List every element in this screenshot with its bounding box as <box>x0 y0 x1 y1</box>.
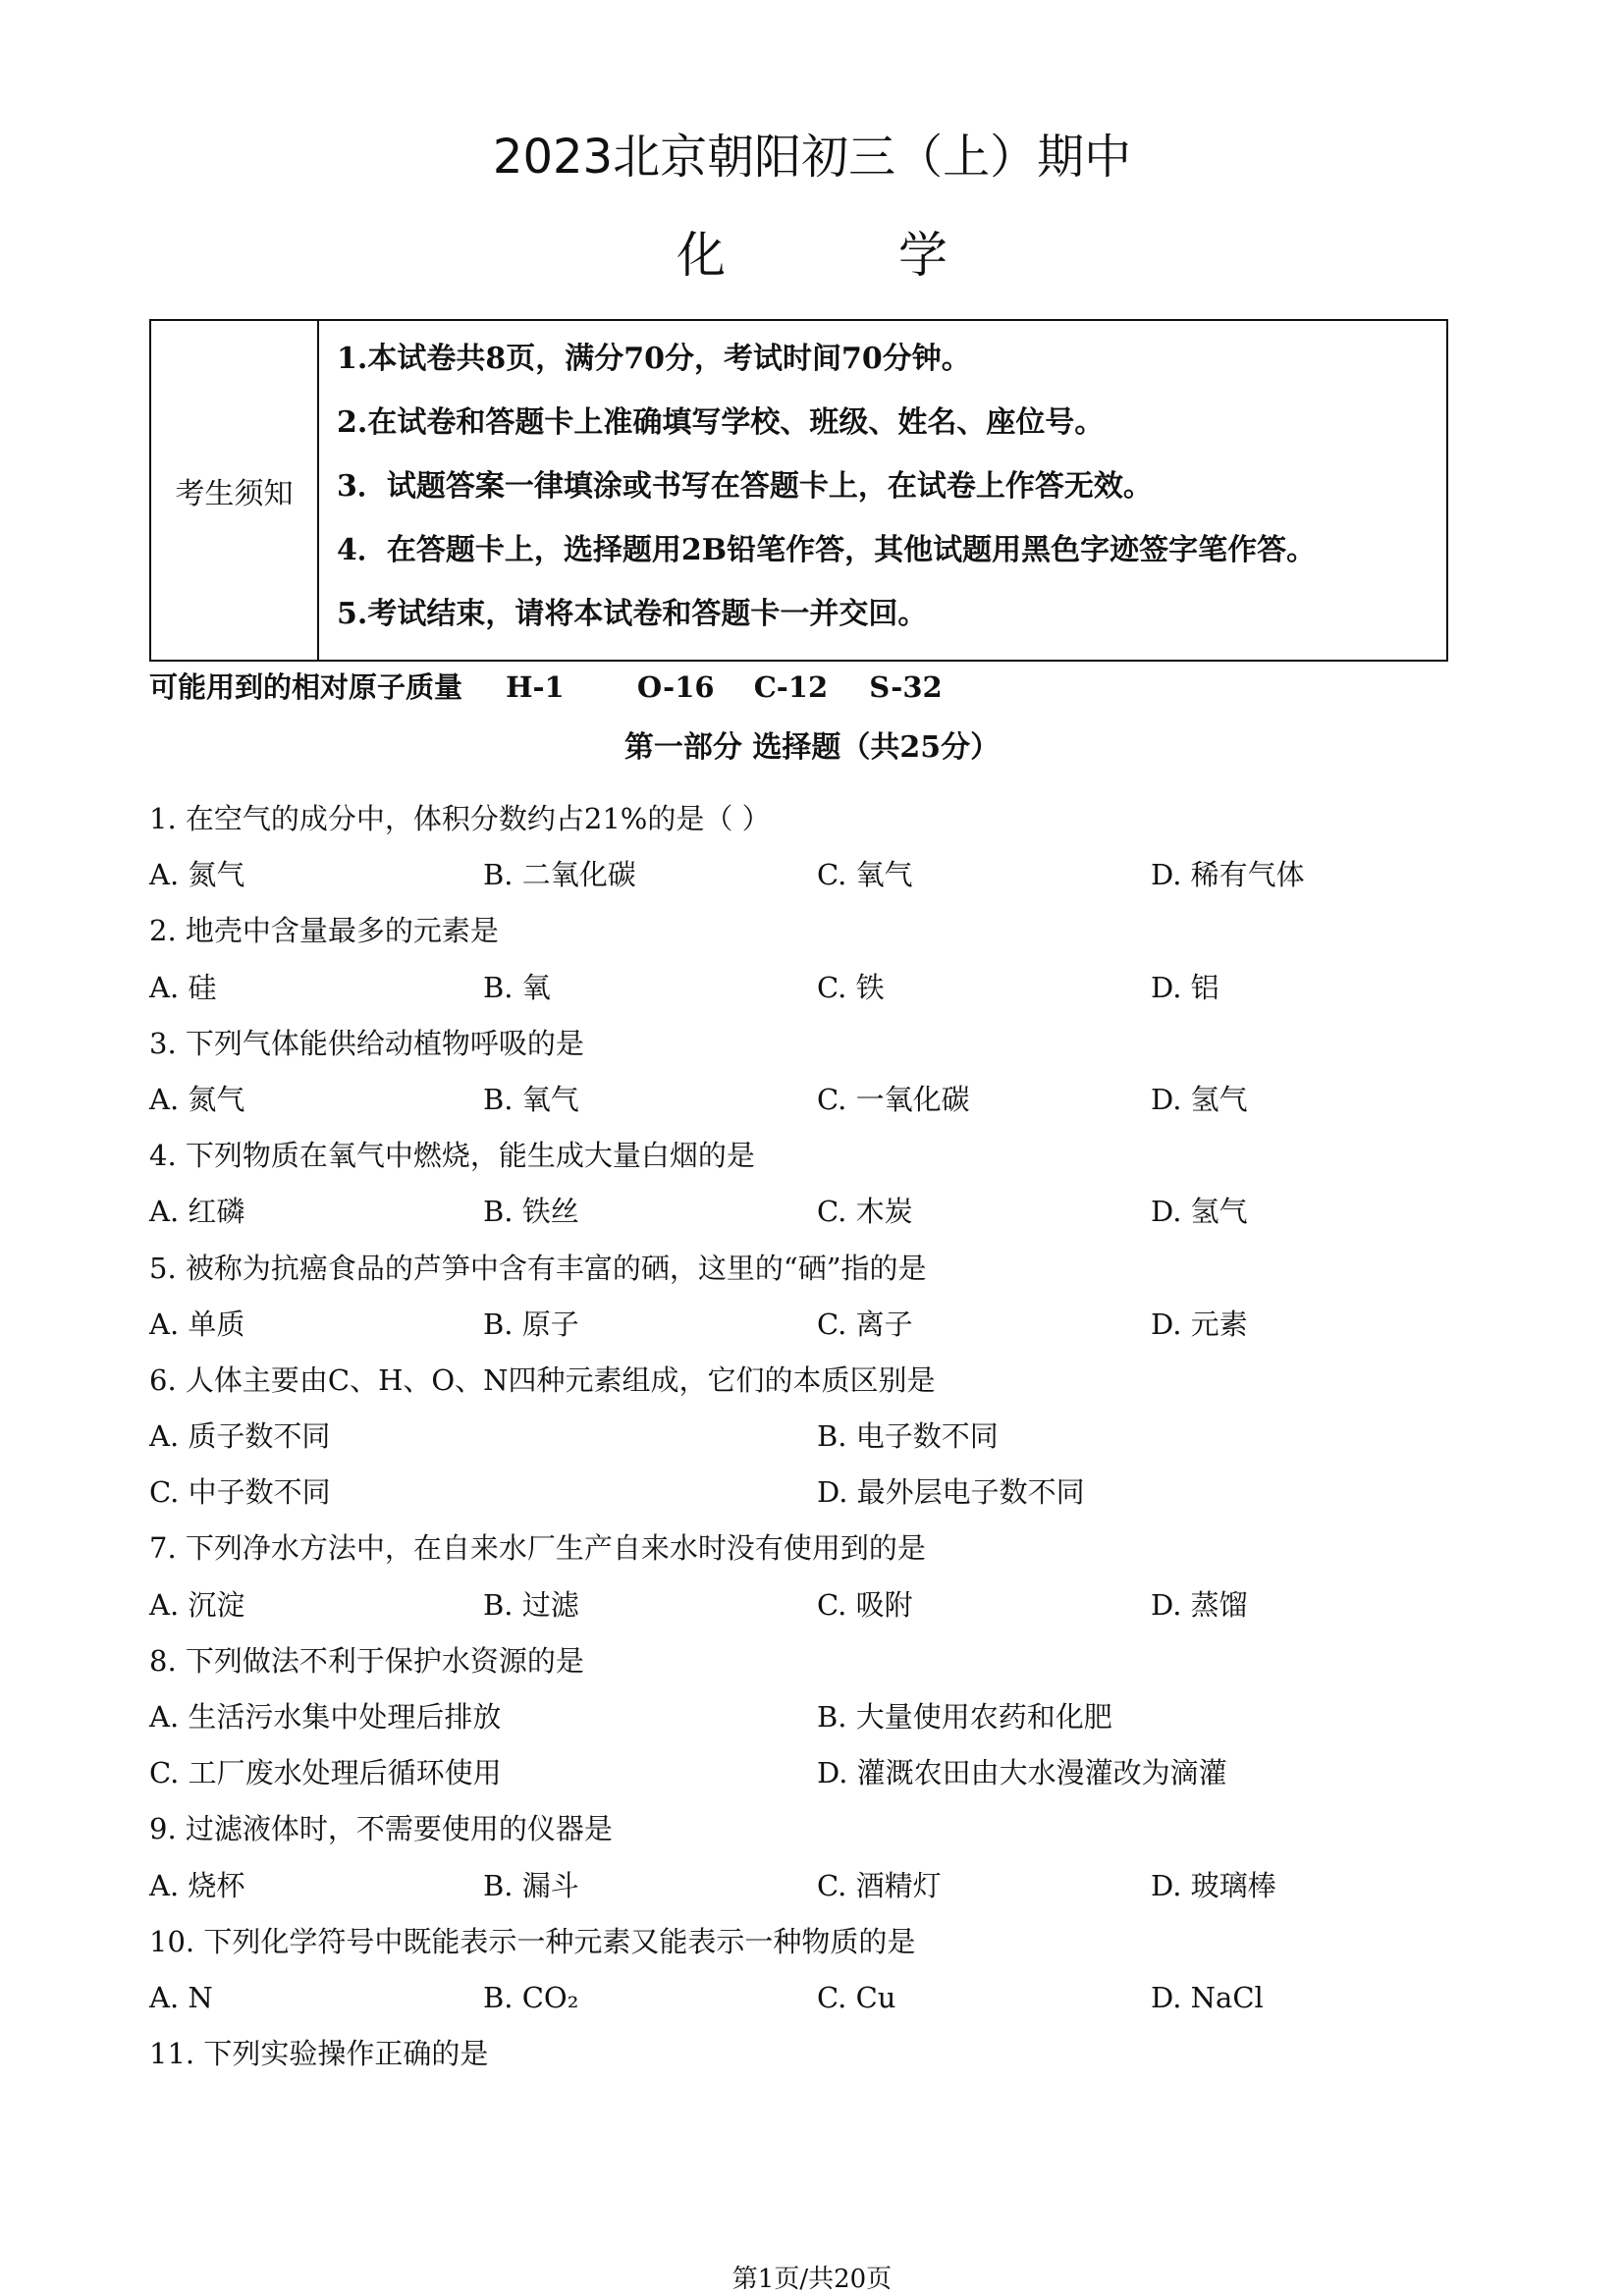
answer-option: B. 漏斗 <box>483 1868 579 1902</box>
exam-title: 2023北京朝阳初三（上）期中 <box>492 130 1132 185</box>
option-row <box>149 847 1485 903</box>
answer-option: A. 质子数不同 <box>149 1419 331 1454</box>
answer-option: D. 铝 <box>1151 970 1219 1004</box>
question-block <box>149 1016 1485 1128</box>
answer-option: B. 大量使用农药和化肥 <box>817 1700 1112 1734</box>
answer-option: C. 木炭 <box>817 1195 913 1229</box>
answer-option: D. 稀有气体 <box>1151 858 1305 892</box>
option-row <box>149 1745 1485 1801</box>
answer-option: A. 单质 <box>149 1307 245 1341</box>
answer-option: A. 烧杯 <box>149 1868 245 1902</box>
answer-option: B. 过滤 <box>483 1587 579 1622</box>
notice-label: 考生须知 <box>151 321 319 660</box>
answer-option: C. 吸附 <box>817 1587 913 1622</box>
answer-option: A. 红磷 <box>149 1195 245 1229</box>
option-row <box>149 1184 1485 1240</box>
notice-item: 5.考试结束，请将本试卷和答题卡一并交回。 <box>337 597 928 631</box>
answer-option: D. 蒸馏 <box>1151 1587 1248 1622</box>
notice-item: 1.本试卷共8页，满分70分，考试时间70分钟。 <box>337 342 971 376</box>
answer-option: C. 离子 <box>817 1307 913 1341</box>
question-stem: 9. 过滤液体时，不需要使用的仪器是 <box>149 1812 613 1846</box>
question-stem: 5. 被称为抗癌食品的芦笋中含有丰富的硒，这里的“硒”指的是 <box>149 1251 927 1285</box>
answer-option: B. 电子数不同 <box>817 1419 999 1454</box>
question-stem: 2. 地壳中含量最多的元素是 <box>149 914 499 948</box>
answer-option: D. 最外层电子数不同 <box>817 1475 1085 1510</box>
notice-item: 4．在答题卡上，选择题用2B铅笔作答，其他试题用黑色字迹签字笔作答。 <box>337 533 1317 567</box>
question-stem: 8. 下列做法不利于保护水资源的是 <box>149 1643 584 1678</box>
option-row <box>149 1577 1485 1633</box>
subject-title: 化 学 <box>677 227 1026 284</box>
answer-option: D. 氢气 <box>1151 1195 1248 1229</box>
answer-option: D. 氢气 <box>1151 1082 1248 1116</box>
question-block <box>149 1128 1485 1240</box>
answer-option: A. 硅 <box>149 970 217 1004</box>
atomic-mass-label: 可能用到的相对原子质量 <box>149 670 463 704</box>
atomic-mass-s: S-32 <box>869 670 943 704</box>
answer-option: B. 铁丝 <box>483 1195 579 1229</box>
answer-option: D. 玻璃棒 <box>1151 1868 1276 1902</box>
question-stem: 4. 下列物质在氧气中燃烧，能生成大量白烟的是 <box>149 1139 755 1173</box>
question-block <box>149 2026 1485 2082</box>
question-block <box>149 903 1485 1015</box>
question-stem: 7. 下列净水方法中，在自来水厂生产自来水时没有使用到的是 <box>149 1531 926 1566</box>
answer-option: A. 沉淀 <box>149 1587 245 1622</box>
atomic-mass-c: C-12 <box>753 670 829 704</box>
question-block <box>149 1633 1485 1802</box>
option-row <box>149 1465 1485 1521</box>
answer-option: B. 氧气 <box>483 1082 579 1116</box>
atomic-mass-line <box>149 666 943 709</box>
question-stem: 1. 在空气的成分中，体积分数约占21%的是（ ） <box>149 802 771 835</box>
question-block <box>149 1521 1485 1632</box>
option-row <box>149 1970 1485 2026</box>
question-block <box>149 1914 1485 2026</box>
atomic-mass-o: O-16 <box>636 670 715 704</box>
answer-option: C. 铁 <box>817 970 885 1004</box>
answer-option: B. 氧 <box>483 970 551 1004</box>
question-list <box>149 791 1485 2082</box>
question-block <box>149 1241 1485 1353</box>
answer-option: B. CO₂ <box>483 1980 579 2014</box>
answer-option: A. 氮气 <box>149 1082 245 1116</box>
question-stem: 11. 下列实验操作正确的是 <box>149 2037 489 2071</box>
answer-option: C. Cu <box>817 1980 896 2014</box>
option-row <box>149 1297 1485 1353</box>
question-stem: 6. 人体主要由C、H、O、N四种元素组成，它们的本质区别是 <box>149 1362 936 1397</box>
answer-option: D. NaCl <box>1151 1980 1264 2014</box>
question-stem: 10. 下列化学符号中既能表示一种元素又能表示一种物质的是 <box>149 1924 916 1958</box>
answer-option: C. 酒精灯 <box>817 1868 942 1902</box>
atomic-mass-h: H-1 <box>506 670 565 704</box>
answer-option: B. 原子 <box>483 1307 579 1341</box>
answer-option: D. 元素 <box>1151 1307 1248 1341</box>
question-block <box>149 1801 1485 1913</box>
answer-option: C. 工厂废水处理后循环使用 <box>149 1756 502 1790</box>
answer-option: A. 氮气 <box>149 858 245 892</box>
answer-option: A. 生活污水集中处理后排放 <box>149 1700 502 1734</box>
option-row <box>149 960 1485 1016</box>
option-row <box>149 1409 1485 1465</box>
option-row <box>149 1689 1485 1745</box>
notice-item: 2.在试卷和答题卡上准确填写学校、班级、姓名、座位号。 <box>337 405 1105 440</box>
notice-list <box>319 321 1446 660</box>
answer-option: B. 二氧化碳 <box>483 858 636 892</box>
question-stem: 3. 下列气体能供给动植物呼吸的是 <box>149 1026 584 1060</box>
option-row <box>149 1072 1485 1128</box>
notice-item: 3．试题答案一律填涂或书写在答题卡上，在试卷上作答无效。 <box>337 469 1153 504</box>
option-row <box>149 1858 1485 1914</box>
answer-option: C. 氧气 <box>817 858 913 892</box>
question-block <box>149 791 1485 903</box>
answer-option: D. 灌溉农田由大水漫灌改为滴灌 <box>817 1756 1227 1790</box>
section-title: 第一部分 选择题（共25分） <box>623 730 1001 765</box>
answer-option: A. N <box>149 1980 213 2014</box>
question-block <box>149 1353 1485 1522</box>
answer-option: C. 中子数不同 <box>149 1475 331 1510</box>
page-footer: 第1页/共20页 <box>731 2265 893 2294</box>
notice-box <box>149 319 1448 662</box>
answer-option: C. 一氧化碳 <box>817 1082 970 1116</box>
